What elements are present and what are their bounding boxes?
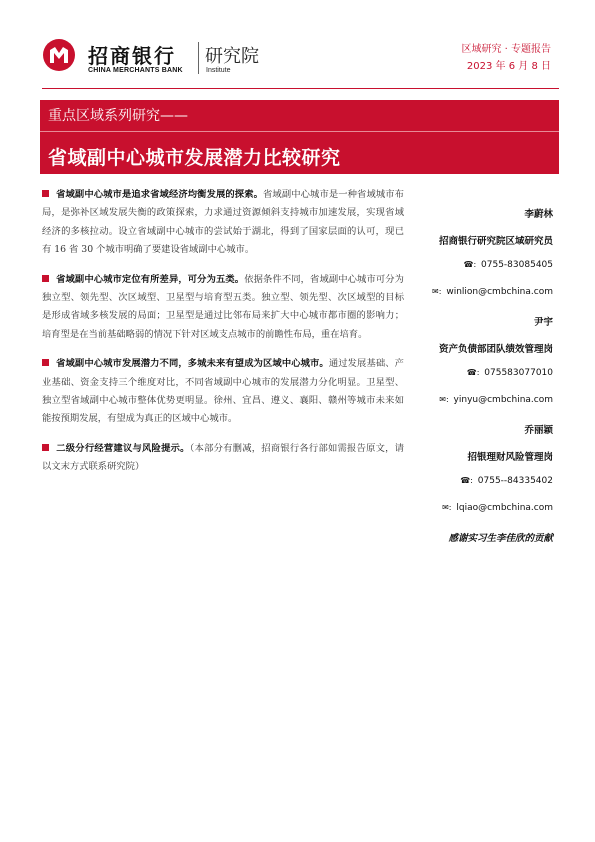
institute-name-cn: 研究院: [205, 46, 259, 67]
institute-name-en: Institute: [206, 67, 231, 74]
paragraph-lead: 省域副中心城市发展潜力不同，多城未来有望成为区域中心城市。: [56, 358, 329, 370]
paragraph-text: 省域副中心城市是一种省域城市布局，是弥补区域发展失衡的政策探索，力求通过资源倾斜支持城市加速发展，实现省域经济的多核拉动。设立省域副中心城市的尝试始于湖北，得到了国家层面的认可，现已有 16 省 30 个城市明确了要建设省域副中心城市。: [42, 189, 404, 256]
email-address[interactable]: yinyu@cmbchina.com: [453, 395, 553, 405]
bank-name-cn: 招商银行: [88, 44, 176, 68]
email-icon: ✉:: [432, 287, 442, 296]
bullet-icon: [42, 275, 49, 282]
analyst-email: [393, 395, 553, 411]
analyst-name: 乔丽颖: [524, 425, 553, 436]
analyst-email: [393, 287, 553, 303]
summary-body: [42, 186, 404, 488]
analyst-block: [393, 314, 553, 411]
phone-number: 075583077010: [484, 368, 553, 378]
analyst-phone: [393, 476, 553, 492]
logo-divider: [198, 42, 199, 74]
analyst-name: 李蔚林: [524, 209, 553, 220]
summary-paragraph: [42, 440, 404, 477]
analyst-phone: [393, 368, 553, 384]
phone-icon: ☎:: [463, 260, 477, 269]
series-title: 重点区域系列研究——: [48, 108, 188, 124]
phone-number: 0755--84335402: [477, 476, 553, 486]
analyst-title: 招银理财风险管理岗: [467, 452, 553, 463]
phone-icon: ☎:: [466, 368, 480, 377]
analyst-block: [393, 206, 553, 303]
report-title: 省域副中心城市发展潜力比较研究: [48, 147, 341, 169]
header-rule: [42, 88, 559, 89]
paragraph-lead: 二级分行经营建议与风险提示。: [56, 442, 190, 454]
email-icon: ✉:: [439, 395, 449, 404]
bullet-icon: [42, 359, 49, 366]
report-type: 区域研究 · 专题报告: [461, 44, 551, 55]
phone-number: 0755-83085405: [481, 260, 553, 270]
analyst-email: [393, 503, 553, 519]
paragraph-text: 依据条件不同，省域副中心城市可分为独立型、领先型、次区域型、卫星型与培育型五类。独立型、领先型、次区域型的目标是形成省域多核发展的局面；卫星型是通过比邻布局来扩大中心城市都市圈的影响力；培育型是在当前基础略弱的情况下针对区域支点城市的前瞻性布局，重在培育。: [42, 273, 404, 340]
banner-divider: [40, 131, 559, 132]
email-address[interactable]: winlion@cmbchina.com: [446, 287, 553, 297]
analyst-block: [393, 422, 553, 519]
acknowledgement: 感谢实习生李佳欣的贡献: [448, 533, 553, 544]
summary-paragraph: [42, 271, 404, 345]
bullet-icon: [42, 444, 49, 451]
bank-name-en: CHINA MERCHANTS BANK: [88, 67, 183, 74]
summary-paragraph: [42, 186, 404, 260]
paragraph-lead: 省域副中心城市定位有所差异，可分为五类。: [56, 273, 245, 285]
analyst-title: 招商银行研究院区域研究员: [438, 236, 553, 247]
analyst-phone: [393, 260, 553, 276]
paragraph-text: （本部分有删减，招商银行各行部如需报告原文，请以文末方式联系研究院）: [42, 442, 404, 473]
email-icon: ✉:: [442, 503, 452, 512]
cmb-logo-icon: [42, 38, 76, 72]
email-address[interactable]: lqiao@cmbchina.com: [456, 503, 553, 513]
title-banner: [40, 100, 559, 174]
paragraph-text: 通过发展基础、产业基础、资金支持三个维度对比，不同省域副中心城市的发展潜力分化明显。卫星型、独立型省域副中心城市整体优势更明显。徐州、宜昌、遵义、襄阳、赣州等城市未来如能按预期发展，有望成为真正的区域中心城市。: [42, 358, 404, 425]
analyst-title: 资产负债部团队绩效管理岗: [438, 344, 553, 355]
header: [0, 0, 595, 92]
analyst-name: 尹宇: [533, 317, 553, 328]
report-date: 2023 年 6 月 8 日: [466, 61, 551, 72]
analyst-sidebar: [393, 206, 553, 530]
summary-paragraph: [42, 355, 404, 429]
paragraph-lead: 省域副中心城市是追求省域经济均衡发展的探索。: [56, 189, 264, 200]
phone-icon: ☎:: [460, 476, 473, 485]
bullet-icon: [42, 190, 49, 197]
